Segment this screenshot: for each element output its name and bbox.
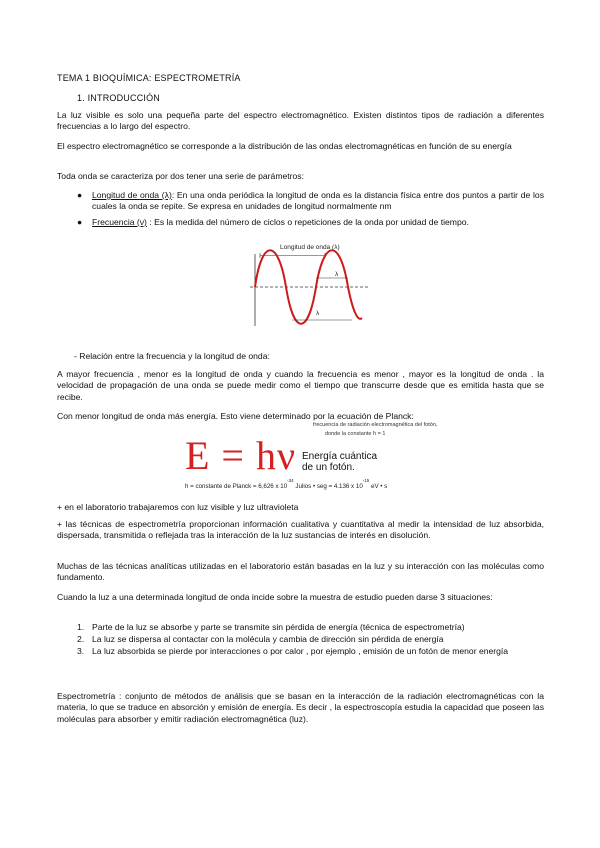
bullet-frequency bbox=[77, 217, 544, 229]
wave-label-top: Longitud de onda (λ) bbox=[280, 244, 340, 251]
paragraph-frequency-relation: A mayor frecuencia , menor es la longitud de onda y cuando la frecuencia es menor , mayor es la longitud de onda . la velocidad de propagación de una onda se puede medir como el tiempo que transcurre desde que es emitida hasta que se recibe. bbox=[57, 369, 544, 402]
paragraph-planck-intro: Con menor longitud de onda más energía. Esto viene determinado por la ecuación de Planck: bbox=[57, 411, 414, 421]
list-text: La luz absorbida se pierde por interacciones o por calor , por ejemplo , emisión de un fotón de menor energía bbox=[92, 646, 509, 656]
wave-label-bottom: λ bbox=[316, 310, 320, 317]
bullet-wavelength bbox=[77, 190, 544, 214]
planck-exp-1: -34 bbox=[287, 478, 294, 483]
paragraph-spectrum: El espectro electromagnético se corresponde a la distribución de las ondas electromagnéticas en función de su energía bbox=[57, 141, 512, 151]
subheading-relation: - Relación entre la frecuencia y la longitud de onda: bbox=[74, 351, 270, 361]
definition-frequency: : Es la medida del número de ciclos o repeticiones de la onda por unidad de tiempo. bbox=[146, 217, 469, 227]
definition-wavelength: : En una onda periódica la longitud de onda es la distancia física entre dos puntos a partir de los cuales la onda se repite. Se expresa en unidades de longitud normalmente nm bbox=[92, 190, 545, 212]
formula-caption bbox=[302, 451, 377, 473]
formula-caption-line-1: Energía cuántica bbox=[302, 451, 378, 462]
paragraph-parameters: Toda onda se caracteriza por dos tener una serie de parámetros: bbox=[57, 171, 304, 181]
term-frequency: Frecuencia (ν) bbox=[92, 217, 147, 227]
planck-text-b: Julios • seg = 4.136 x 10 bbox=[293, 483, 363, 490]
section-heading: 1. INTRODUCCIÓN bbox=[77, 93, 161, 103]
list-number: 3. bbox=[77, 646, 85, 656]
paragraph-lab-light: + en el laboratorio trabajaremos con luz visible y luz ultravioleta bbox=[57, 502, 299, 512]
wave-diagram bbox=[240, 240, 370, 330]
planck-exp-2: -15 bbox=[362, 478, 370, 483]
list-number: 1. bbox=[77, 622, 85, 632]
paragraph-intro: La luz visible es solo una pequeña parte del espectro electromagnético. Existen distintos tipos de radiación a diferentes frecuencias a lo largo del espectro. bbox=[57, 110, 544, 132]
term-wavelength: Longitud de onda (λ) bbox=[92, 190, 172, 200]
list-text: Parte de la luz se absorbe y parte se transmite sin pérdida de energía (técnica de espectrometría) bbox=[92, 622, 465, 632]
planck-text-c: eV • s bbox=[369, 483, 388, 490]
list-number: 2. bbox=[77, 634, 85, 644]
bullet-dot: ● bbox=[77, 217, 83, 227]
planck-formula bbox=[185, 422, 485, 492]
wave-label-mid: λ bbox=[335, 271, 339, 278]
formula-note-2: donde la constante ħ = 1 bbox=[325, 431, 386, 437]
paragraph-situations: Cuando la luz a una determinada longitud de onda incide sobre la muestra de estudio pueden darse 3 situaciones: bbox=[57, 592, 493, 602]
formula-caption-line-2: de un fotón. bbox=[302, 462, 355, 473]
list-text: La luz se dispersa al contactar con la molécula y cambia de dirección sin pérdida de energía bbox=[92, 634, 444, 644]
document-title: TEMA 1 BIOQUÍMICA: ESPECTROMETRÍA bbox=[57, 73, 241, 83]
bullet-dot: ● bbox=[77, 190, 83, 200]
paragraph-spectrometry-definition: Espectrometría : conjunto de métodos de análisis que se basan en la interacción de la radiación electromagnéticas con la materia, lo que se traduce en absorción y emisión de energía. Es decir , la espectroscopía estudia la capacidad que poseen las moléculas para absorber y emitir radiación electromagnética (luz). bbox=[57, 691, 544, 724]
formula-equation: E = hν bbox=[185, 433, 297, 478]
paragraph-analytic: Muchas de las técnicas analíticas utilizadas en el laboratorio están basadas en la luz y su interacción con las moléculas como fundamento. bbox=[57, 561, 544, 583]
paragraph-techniques: + las técnicas de espectrometría proporcionan información cualitativa y cuantitativa al medir la intensidad de luz absorbida, dispersada, transmitida o reflejada tras la interacción de la luz sustancias de interés en disolución. bbox=[57, 519, 544, 541]
planck-constant-line bbox=[185, 478, 387, 490]
formula-note-1: frecuencia de radiación electromagnética del fotón, bbox=[313, 422, 438, 428]
planck-text-a: h = constante de Planck = 6,626 x 10 bbox=[185, 483, 288, 490]
